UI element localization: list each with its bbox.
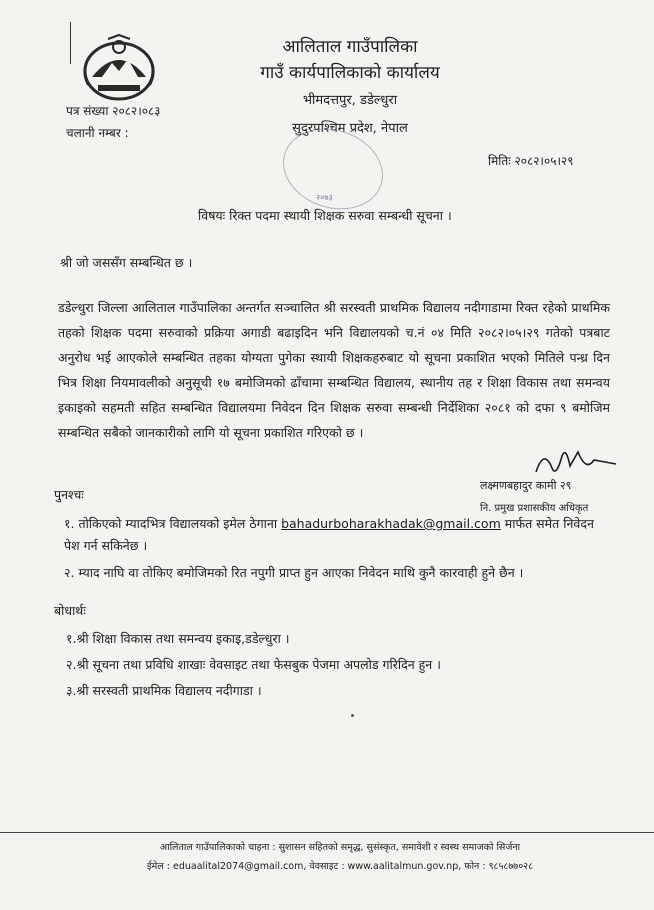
office-subtitle: गाउँ कार्यपालिकाको कार्यालय bbox=[260, 63, 440, 83]
letter-date: मितिः २०८२।०५।२९ bbox=[488, 154, 574, 168]
signature-date: २९ bbox=[559, 479, 572, 492]
footer-divider bbox=[0, 832, 654, 833]
signer-title: नि. प्रमुख प्रशासकीय अधिकृत bbox=[480, 503, 589, 514]
cc-item: २.श्री सूचना तथा प्रविधि शाखाः वेवसाइट तथा फेसबुक पेजमा अपलोड गरिदिन हुन । bbox=[66, 657, 441, 672]
cc-item: ३.श्री सरस्वती प्राथमिक विद्यालय नदीगाडा । bbox=[66, 683, 262, 698]
signer-name bbox=[480, 478, 571, 493]
address-line-1: भीमदत्तपुर, डडेल्धुरा bbox=[302, 93, 398, 108]
postscript-item-2: २. म्याद नाघि वा तोकिए बमोजिमको रित नपुगी प्राप्त हुन आएका निवेदन माथि कुनै कारवाही हुने छैन । bbox=[64, 565, 524, 580]
stamp-year: २०७३ bbox=[316, 193, 333, 202]
cc-heading: बोधार्थः bbox=[54, 603, 86, 618]
postscript-item-1 bbox=[64, 513, 612, 557]
footer-motto: आलिताल गाउँपालिकाको चाहना : सुशासन सहितको समृद्ध, सुसंस्कृत, समावेशी र स्वस्थ समाजको सिर्जना bbox=[159, 842, 521, 853]
school-email-link[interactable]: bahadurboharakhadak@gmail.com bbox=[281, 516, 501, 531]
subject-line: विषयः रिक्त पदमा स्थायी शिक्षक सरुवा सम्बन्धी सूचना । bbox=[198, 208, 452, 223]
dispatch-number: चलानी नम्बर : bbox=[66, 126, 129, 140]
postscript-heading: पुनश्चः bbox=[54, 487, 84, 502]
reference-number: पत्र संख्या २०८२।०८३ bbox=[66, 104, 161, 118]
signer-name-text: लक्ष्मणबहादुर कामी bbox=[480, 479, 557, 492]
nepal-emblem-icon bbox=[78, 33, 160, 103]
salutation: श्री जो जससँग सम्बन्धित छ । bbox=[60, 255, 193, 270]
address-line-2: सुदुरपश्चिम प्रदेश, नेपाल bbox=[292, 121, 408, 136]
stray-mark bbox=[351, 714, 354, 717]
office-name: आलिताल गाउँपालिका bbox=[282, 37, 418, 57]
footer-contact: ईमेल : eduaalital2074@gmail.com, वेवसाइट : www.aalitalmun.gov.np, फोन : ९८५८७७०२८ bbox=[146, 861, 534, 872]
notice-body: डडेल्धुरा जिल्ला आलिताल गाउँपालिका अन्तर्गत सञ्चालित श्री सरस्वती प्राथमिक विद्यालय नदीगाडामा रिक्त रहेको प्राथमिक तहको शिक्षक पदमा सरुवाको प्रक्रिया अगाडी बढाइदिन भनि विद्यालयको च.नं ०४ मिति २०८२।०५।२९ गतेको पत्रबाट अनुरोध भई आएकोले सम्बन्धित तहका योग्यता पुगेका स्थायी शिक्षकहरुबाट यो सूचना प्रकाशित भएको मितिले पन्ध्र दिन भित्र शिक्षा नियमावलीको अनुसूची १७ बमोजिमको ढाँचामा सम्बन्धित विद्यालय, स्थानीय तह र शिक्षा विकास तथा समन्वय इकाइको सहमती सहित सम्बन्धित विद्यालयमा निवेदन दिन शिक्षक सरुवा सम्बन्धी निर्देशिका २०८१ को दफा ९ बमोजिम सम्बन्धित सबैको जानकारीको लागि यो सूचना प्रकाशित गरिएको छ । bbox=[58, 300, 610, 440]
margin-mark bbox=[70, 22, 71, 64]
postscript-item-1-suffix: मार्फत समेत निवेदन पेश गर्न सकिनेछ । bbox=[64, 516, 594, 553]
cc-item: १.श्री शिक्षा विकास तथा समन्वय इकाइ,डडेल्धुरा । bbox=[66, 631, 290, 646]
postscript-item-1-text: १. तोकिएको म्यादभित्र विद्यालयको इमेल ठेगाना bbox=[64, 516, 278, 531]
